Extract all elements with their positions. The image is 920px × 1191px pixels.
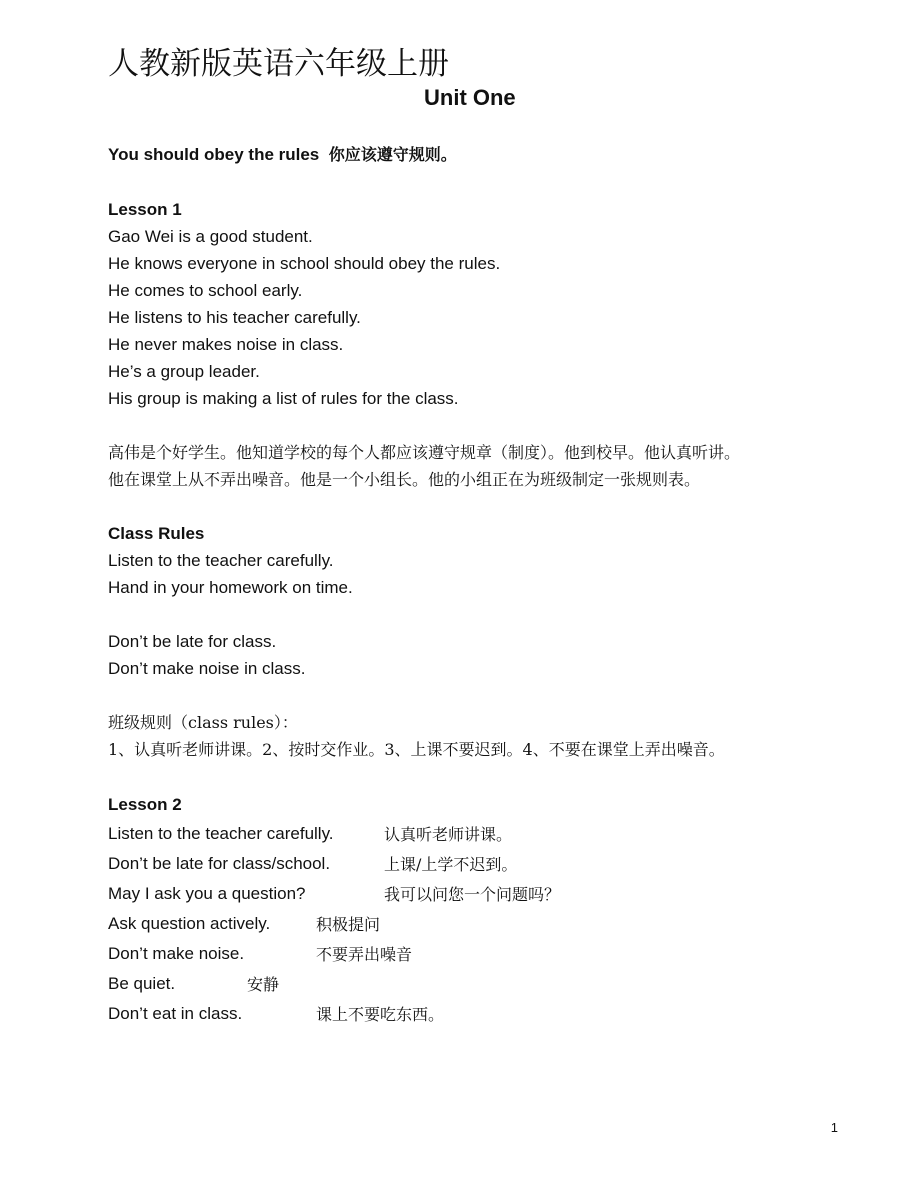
subtitle-en: You should obey the rules — [108, 145, 320, 164]
class-rule: Hand in your homework on time. — [108, 578, 353, 597]
class-rules-heading: Class Rules — [108, 524, 205, 543]
lesson1-line: He’s a group leader. — [108, 362, 260, 381]
lesson1-line: He listens to his teacher carefully. — [108, 308, 361, 327]
lesson2-en: Don’t eat in class. — [108, 1004, 243, 1023]
lesson2-cn: 我可以问您一个问题吗？ — [384, 885, 561, 904]
class-rule: Don’t make noise in class. — [108, 659, 306, 678]
lesson2-row — [108, 970, 175, 997]
lesson2-row — [108, 850, 330, 877]
lesson2-row — [108, 910, 270, 937]
class-rules-cn-heading: 班级规则（class rules）： — [108, 713, 298, 732]
lesson1-translation: 他在课堂上从不弄出噪音。他是一个小组长。他的小组正在为班级制定一张规则表。 — [108, 470, 701, 489]
lesson2-cn: 课上不要吃东西。 — [316, 1005, 445, 1024]
lesson2-cn: 安静 — [247, 975, 280, 994]
lesson2-row — [108, 880, 306, 907]
class-rules-cn-list: 1、认真听老师讲课。2、按时交作业。3、上课不要迟到。4、不要在课堂上弄出噪音。 — [108, 740, 725, 759]
unit-heading: Unit One — [424, 85, 516, 110]
lesson2-en: Don’t be late for class/school. — [108, 854, 331, 873]
lesson1-line: He comes to school early. — [108, 281, 303, 300]
lesson2-cn: 认真听老师讲课。 — [384, 825, 513, 844]
class-rule: Listen to the teacher carefully. — [108, 551, 334, 570]
lesson2-row — [108, 1000, 242, 1027]
lesson2-en: Listen to the teacher carefully. — [108, 824, 334, 843]
lesson2-row — [108, 820, 334, 847]
lesson1-translation: 高伟是个好学生。他知道学校的每个人都应该遵守规章（制度）。他到校早。他认真听讲。 — [108, 443, 741, 462]
lesson2-en: Be quiet. — [108, 974, 176, 993]
lesson1-line: His group is making a list of rules for the class. — [108, 389, 459, 408]
subtitle-cn: 你应该遵守规则。 — [328, 145, 457, 164]
lesson2-row — [108, 940, 244, 967]
lesson2-en: Don’t make noise. — [108, 944, 245, 963]
lesson2-cn: 不要弄出噪音 — [316, 945, 413, 964]
page-title: 人教新版英语六年级上册 — [108, 46, 449, 82]
subtitle — [108, 141, 457, 168]
lesson2-heading: Lesson 2 — [108, 795, 182, 814]
lesson1-line: Gao Wei is a good student. — [108, 227, 313, 246]
lesson2-cn: 上课/上学不迟到。 — [384, 855, 518, 874]
lesson1-line: He knows everyone in school should obey the rules. — [108, 254, 501, 273]
class-rule: Don’t be late for class. — [108, 632, 277, 651]
lesson2-en: May I ask you a question? — [108, 884, 306, 903]
page-number: 1 — [830, 1120, 838, 1135]
lesson2-en: Ask question actively. — [108, 914, 271, 933]
lesson1-heading: Lesson 1 — [108, 200, 182, 219]
lesson1-line: He never makes noise in class. — [108, 335, 344, 354]
lesson2-cn: 积极提问 — [316, 915, 381, 934]
